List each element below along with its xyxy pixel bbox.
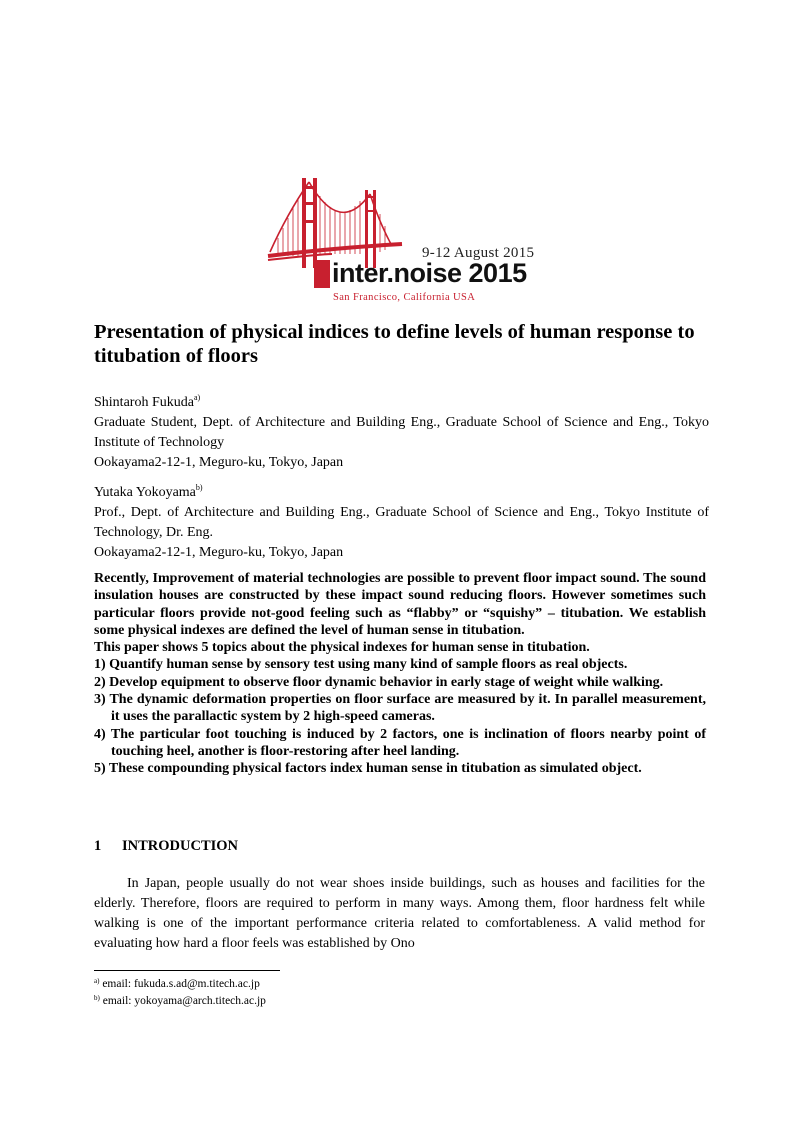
paper-title: Presentation of physical indices to define levels of human response to titubation of floors <box>94 321 695 367</box>
conference-location: San Francisco, California USA <box>333 292 476 303</box>
author-block <box>94 388 709 473</box>
footnote-divider <box>94 970 280 971</box>
footnote: $^{a)}$ email: fukuda.s.ad@m.titech.ac.jp <box>94 977 260 990</box>
author-affiliation: Prof., Dept. of Architecture and Building Eng., Graduate School of Science and Eng., Tokyo Institute of Technology, Dr. Eng. <box>94 505 709 540</box>
author-name: Shintaroh Fukuda$^{a)}$ <box>94 393 201 410</box>
conference-dates: 9-12 August 2015 <box>422 245 535 261</box>
body-paragraph: In Japan, people usually do not wear shoes inside buildings, such as houses and facilities for the elderly. Therefore, floors are required to perform in many ways. Among them, floor hardness felt while walking is one of the important performance criteria related to comfortableness. A valid method for evaluating how hard a floor feels was established by Ono <box>94 876 705 951</box>
footnotes <box>94 974 266 1008</box>
abstract-topic-item: 2) Develop equipment to observe floor dynamic behavior in early stage of weight while walking. <box>94 674 664 690</box>
author-mark: b) <box>195 483 203 492</box>
abstract <box>94 570 706 778</box>
section-number: 1 <box>94 838 102 854</box>
abstract-topic-item: 5) These compounding physical factors index human sense in titubation as simulated object. <box>94 761 642 777</box>
footnote-email-link[interactable]: email: yokoyama@arch.titech.ac.jp <box>102 995 266 1007</box>
author-mark: a) <box>193 393 201 402</box>
abstract-topic-item: 1) Quantify human sense by sensory test using many kind of sample floors as real objects. <box>94 657 628 673</box>
author-address: Ookayama2-12-1, Meguro-ku, Tokyo, Japan <box>94 455 344 470</box>
author-affiliation: Graduate Student, Dept. of Architecture and Building Eng., Graduate School of Science and Eng., Tokyo Institute of Technology <box>94 415 709 450</box>
abstract-topic-item: 3) The dynamic deformation properties on floor surface are measured by it. In parallel measurement, it uses the parallactic system by 2 high-speed cameras. <box>94 692 706 725</box>
abstract-paragraph: Recently, Improvement of material technologies are possible to prevent floor impact sound. The sound insulation houses are constructed by these impact sound reducing floors. However sometimes such particular floors provide not-good feeling such as “flabby” or “squishy” – titubation. We establish some physical indexes are defined the level of human sense in titubation. <box>94 571 706 638</box>
abstract-topic-list <box>94 656 706 777</box>
author-name: Yutaka Yokoyama$^{b)}$ <box>94 483 203 500</box>
footnote: $^{b)}$ email: yokoyama@arch.titech.ac.jp <box>94 994 266 1007</box>
footnote-email-link[interactable]: email: fukuda.s.ad@m.titech.ac.jp <box>102 978 260 990</box>
section-title: INTRODUCTION <box>122 838 239 854</box>
author-address: Ookayama2-12-1, Meguro-ku, Tokyo, Japan <box>94 545 344 560</box>
section-heading <box>94 838 238 855</box>
author-block <box>94 478 709 563</box>
abstract-paragraph: This paper shows 5 topics about the physical indexes for human sense in titubation. <box>94 640 590 656</box>
conference-logo <box>262 174 542 308</box>
conference-name: inter.noise 2015 <box>332 258 527 288</box>
abstract-topic-item: 4) The particular foot touching is induced by 2 factors, one is inclination of floors nearby point of touching heel, another is floor-restoring after heel landing. <box>94 726 706 759</box>
